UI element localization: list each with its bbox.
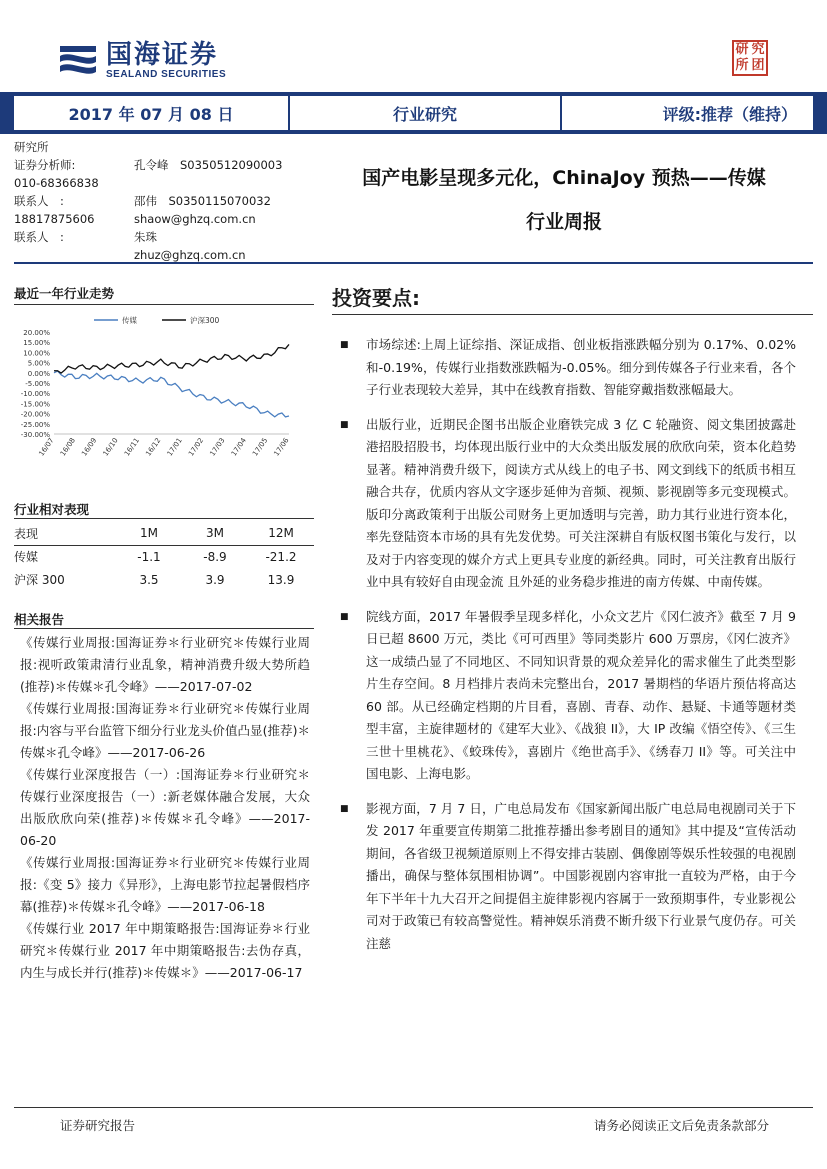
research-stamp (732, 40, 768, 76)
bullet-square-icon: ■ (340, 611, 349, 622)
table-cell: -21.2 (265, 549, 297, 564)
x-tick-label: 17/03 (208, 436, 227, 458)
footer-divider (14, 1107, 813, 1108)
table-row (14, 545, 314, 568)
report-info-bar (0, 92, 827, 134)
related-report-link[interactable]: 《传媒行业周报:国海证券＊行业研究＊传媒行业周报:视听政策肃清行业乱象，精神消费升级大势所趋(推荐)＊传媒＊孔令峰》——2017-07-02 (20, 635, 310, 694)
investment-points-title: 投资要点: (332, 286, 420, 310)
x-tick-label: 16/12 (144, 436, 163, 458)
related-section-title: 相关报告 (14, 612, 65, 627)
industry-trend-chart (14, 310, 304, 480)
table-cell: 3.9 (205, 572, 225, 587)
table-header: 12M (248, 522, 314, 545)
stamp-char: 所 (735, 58, 749, 73)
report-rating: 评级:推荐（维持） (662, 104, 797, 124)
list-item (340, 414, 796, 594)
analyst-value: 邵伟 S0350115070032 (134, 194, 271, 208)
performance-table (14, 522, 314, 591)
table-cell: -1.1 (137, 549, 161, 564)
point-text: 院线方面，2017 年暑假季呈现多样化，小众文艺片《冈仁波齐》截至 7 月 9 日已超 8600 万元，类比《可可西里》等同类影片 600 万票房，《冈仁波齐》这一成绩凸显了不同地区、不同知识背景的观众差异化的需求催生了此类型影片生存空间。8 月档排片表尚未完整出台，2017 暑期档的华语片预估将高达 60 部。从已经确定档期的片目看，喜剧、青春、动作、悬疑、卡通等题材类型丰富，主旋律题材的《建军大业》、《战狼 II》，大 IP 改编《悟空传》、《三生三世十里桃花》、《蛟珠传》，喜剧片《绝世高手》、《绣春刀 II》等。可关注中国电影、上海电影。 (366, 608, 796, 781)
y-tick-label: 5.00% (27, 359, 50, 368)
x-tick-label: 16/07 (37, 436, 56, 458)
sealand-logo-icon (56, 40, 100, 80)
point-text: 出版行业，近期民企图书出版企业磨铁完成 3 亿 C 轮融资、阅文集团披露赴港招股招股书，均体现出版行业中的大众类出版发展的欣欣向荣，资本化趋势显著。精神消费升级下，阅读方式从线上的电子书、网文到线下的纸质书相互融合共存，优质内容从文字逐步延伸为音频、视频、影视剧等多元变现模式。版印分离政策利于出版公司财务上更加透明与完善，助力其行业进行资本化，率先登陆资本市场的具有先发优势。可关注深耕自有版权图书策化与发行，以及对于内容变现的媒介方式上更具专业度的新经典。同时，可关注教育出版行业中具有较好自由现金流 且外延的业务稳步推进的南方传媒、中南传媒。 (366, 416, 796, 589)
divider (14, 518, 314, 519)
footer-disclaimer: 请务必阅读正文后免责条款部分 (593, 1118, 769, 1133)
bullet-square-icon: ■ (340, 803, 349, 814)
legend-label: 传媒 (122, 316, 137, 325)
stamp-char: 团 (751, 58, 765, 73)
analyst-value: shaow@ghzq.com.cn (134, 212, 256, 226)
related-report-link[interactable]: 《传媒行业周报:国海证券＊行业研究＊传媒行业周报:《变 5》接力《异形》，上海电影节拉起暑假档序幕(推荐)＊传媒＊孔令峰》——2017-06-18 (20, 855, 310, 914)
divider (14, 262, 813, 264)
analyst-label: 联系人 : (14, 230, 64, 244)
related-report-link[interactable]: 《传媒行业 2017 年中期策略报告:国海证券＊行业研究＊传媒行业 2017 年中期策略报告:去伪存真，内生与成长并行(推荐)＊传媒＊》——2017-06-17 (20, 921, 310, 980)
point-text: 影视方面，7 月 7 日，广电总局发布《国家新闻出版广电总局电视剧司关于下发 2017 年重要宣传期第二批推荐播出参考剧目的通知》其中提及“宣传活动期间，各省级卫视频道原则上不得安排古装剧、偶像剧等娱乐性较强的电视剧播出，确保与整体氛围相协调”。中国影视剧内容审批一直较为严格，由于今年下半年十九大召开之间提倡主旋律影视内容属于一致预期事件，专业影视公司对于政策已有较高警觉性。精神娱乐消费不断升级下行业景气度仍存。可关注慈 (366, 800, 796, 951)
analyst-value: zhuz@ghzq.com.cn (134, 248, 246, 262)
y-tick-label: 20.00% (23, 329, 50, 337)
table-header: 表现 (14, 522, 116, 545)
report-title (322, 156, 806, 244)
title-line: 国产电影呈现多元化，ChinaJoy 预热——传媒 (362, 167, 766, 189)
analyst-value: 朱珠 (134, 230, 157, 244)
table-row (14, 568, 314, 591)
y-tick-label: -30.00% (20, 431, 50, 439)
y-tick-label: 0.00% (27, 369, 50, 378)
bullet-square-icon: ■ (340, 419, 349, 430)
title-line: 行业周报 (525, 211, 602, 233)
table-cell: 传媒 (14, 550, 39, 565)
y-tick-label: -5.00% (25, 380, 50, 388)
analyst-value: 孔令峰 S0350512090003 (134, 158, 283, 172)
x-tick-label: 17/02 (187, 436, 206, 458)
footer-label: 证券研究报告 (60, 1118, 136, 1133)
divider (14, 304, 314, 305)
performance-section-title: 行业相对表现 (14, 502, 90, 517)
stamp-char: 研 (735, 42, 749, 57)
related-report-link[interactable]: 《传媒行业周报:国海证券＊行业研究＊传媒行业周报:内容与平台监管下细分行业龙头价值凸显(推荐)＊传媒＊孔令峰》——2017-06-26 (20, 701, 310, 760)
analyst-row (14, 156, 314, 174)
x-tick-label: 16/09 (80, 436, 99, 458)
x-tick-label: 16/11 (122, 436, 142, 458)
company-logo (56, 40, 226, 80)
y-tick-label: -20.00% (20, 410, 50, 419)
y-tick-label: -15.00% (20, 400, 50, 409)
divider (14, 628, 314, 629)
analyst-row (14, 210, 314, 228)
x-tick-label: 17/01 (165, 436, 184, 458)
list-item (340, 606, 796, 786)
table-cell: 3.5 (139, 572, 159, 587)
y-tick-label: 15.00% (23, 339, 50, 348)
research-dept: 研究所 (14, 140, 49, 154)
series-line-media (54, 371, 289, 417)
x-tick-label: 16/10 (101, 436, 120, 458)
table-header-row (14, 522, 314, 545)
analyst-label: 联系人 : (14, 194, 64, 208)
y-tick-label: -10.00% (20, 390, 50, 399)
point-text: 市场综述:上周上证综指、深证成指、创业板指涨跌幅分别为 0.17%、0.02%和-0.19%，传媒行业指数涨跌幅为-0.05%。细分到传媒各子行业来看，各个子行业表现较大差异，其中在线教育指数、智能穿戴指数涨幅最大。 (366, 337, 796, 397)
analyst-info (14, 138, 314, 264)
analyst-row (14, 174, 314, 192)
x-tick-label: 17/05 (251, 436, 270, 458)
trend-section-title: 最近一年行业走势 (14, 286, 115, 301)
table-cell: -8.9 (203, 549, 227, 564)
list-item (340, 798, 796, 956)
y-tick-label: 10.00% (23, 349, 50, 358)
related-report-link[interactable]: 《传媒行业深度报告（一）:国海证券＊行业研究＊传媒行业深度报告（一）:新老媒体融合发展，大众出版欣欣向荣(推荐)＊传媒＊孔令峰》——2017-06-20 (20, 767, 310, 848)
table-header: 1M (116, 522, 182, 545)
logo-english-name: SEALAND SECURITIES (106, 68, 227, 80)
series-line-csi300 (54, 344, 289, 373)
x-tick-label: 17/06 (272, 436, 291, 458)
legend-label: 沪深300 (190, 316, 220, 325)
related-reports-list (20, 632, 310, 984)
list-item (340, 334, 796, 402)
investment-points (340, 334, 796, 967)
stamp-char: 究 (751, 42, 765, 57)
logo-chinese-name: 国海证券 (106, 39, 219, 70)
analyst-label: 证券分析师: (14, 158, 76, 172)
x-tick-label: 16/08 (58, 436, 78, 458)
report-type: 行业研究 (288, 96, 562, 130)
bullet-square-icon: ■ (340, 340, 349, 350)
y-tick-label: -25.00% (20, 420, 50, 429)
table-cell: 沪深 300 (14, 573, 65, 587)
analyst-row (14, 228, 314, 246)
analyst-row (14, 192, 314, 210)
analyst-label: 010-68366838 (14, 176, 99, 190)
x-tick-label: 17/04 (229, 436, 248, 458)
table-cell: 13.9 (267, 572, 295, 587)
report-date: 2017 年 07 月 08 日 (68, 104, 234, 124)
divider (332, 314, 813, 315)
analyst-label: 18817875606 (14, 212, 95, 226)
table-header: 3M (182, 522, 248, 545)
